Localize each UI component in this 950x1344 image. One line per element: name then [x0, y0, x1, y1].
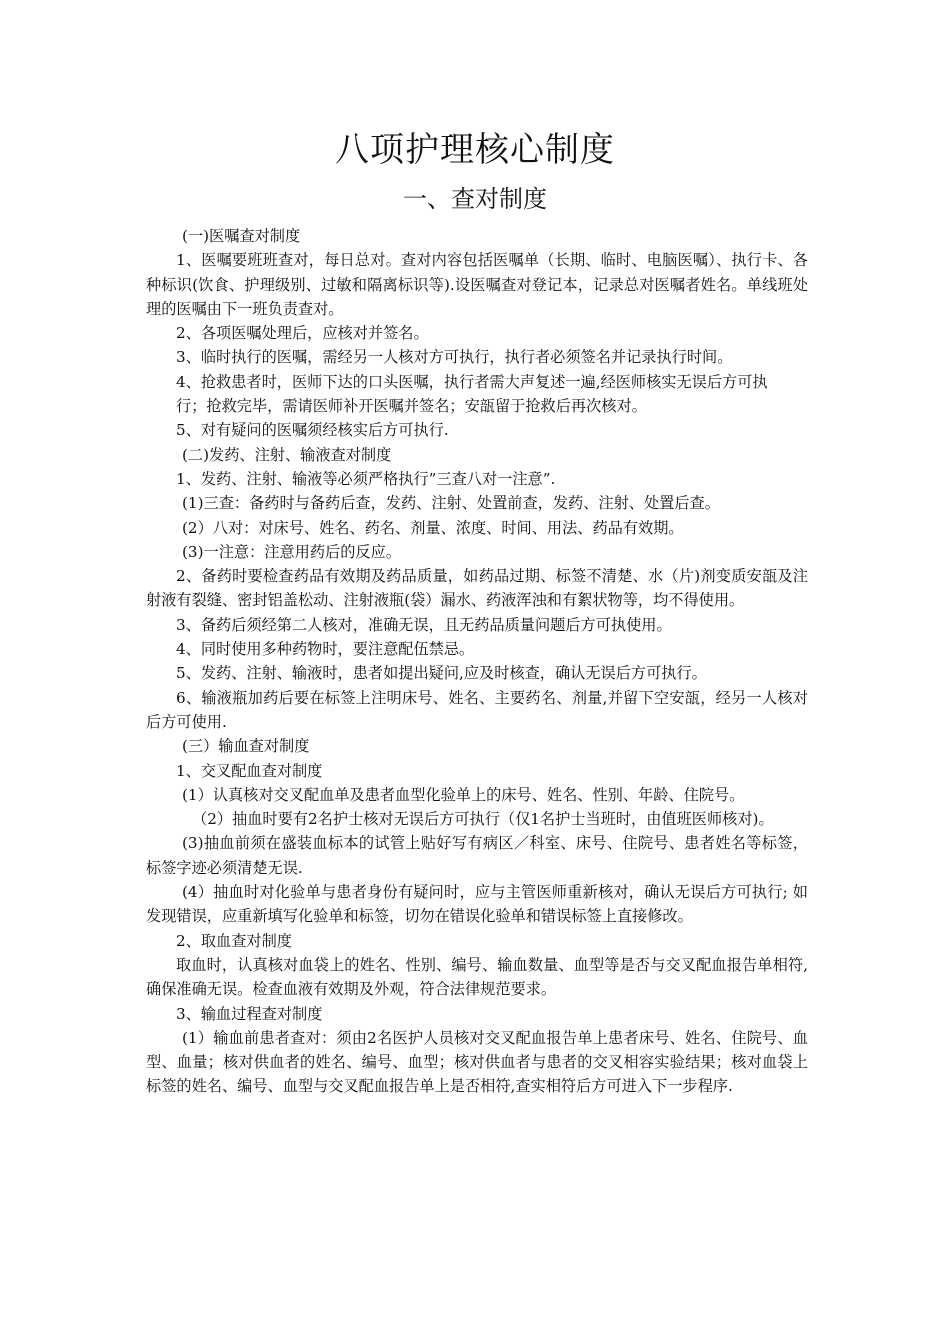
paragraph: 3、临时执行的医嘱，需经另一人核对方可执行，执行者必须签名并记录执行时间。 — [176, 348, 733, 367]
paragraph: 6、输液瓶加药后要在标签上注明床号、姓名、主要药名、剂量,并留下空安瓿，经另一人核对后方可使用. — [146, 688, 808, 731]
paragraph: 2、备药时要检查药品有效期及药品质量，如药品过期、标签不清楚、水（片)剂变质安瓿及注射液有裂缝、密封铝盖松动、注射液瓶(袋）漏水、药液浑浊和有絮状物等，均不得使用。 — [146, 567, 808, 610]
document-title: 八项护理核心制度 — [335, 130, 615, 170]
paragraph: 3、输血过程查对制度 — [176, 1004, 323, 1023]
paragraph: 行；抢救完毕，需请医师补开医嘱并签名；安瓿留于抢救后再次核对。 — [176, 397, 647, 416]
paragraph: 2、各项医嘱处理后，应核对并签名。 — [176, 324, 429, 343]
paragraph: 2、取血查对制度 — [176, 931, 292, 950]
subsection-heading: (一)医嘱查对制度 — [182, 227, 301, 245]
section-title: 一、查对制度 — [403, 185, 547, 213]
paragraph: (1)三查：备药时与备药后查，发药、注射、处置前查，发药、注射、处置后查。 — [182, 494, 720, 513]
document-body — [146, 224, 808, 1099]
paragraph: 5、对有疑问的医嘱须经核实后方可执行. — [176, 421, 449, 440]
paragraph: 5、发药、注射、输液时，患者如提出疑问,应及时核查，确认无误后方可执行。 — [176, 664, 707, 683]
paragraph: （2）抽血时要有2名护士核对无误后方可执行（仅1名护士当班时，由值班医师核对)。 — [192, 810, 774, 829]
paragraph: 3、备药后须经第二人核对，准确无误，且无药品质量问题后方可执使用。 — [176, 615, 672, 634]
paragraph: 4、抢救患者时，医师下达的口头医嘱，执行者需大声复述一遍,经医师核实无误后方可执 — [176, 372, 768, 391]
paragraph: 1、交叉配血查对制度 — [176, 761, 323, 780]
paragraph: (1）认真核对交叉配血单及患者血型化验单上的床号、姓名、性别、年龄、住院号。 — [182, 785, 745, 804]
paragraph: (3)抽血前须在盛装血标本的试管上贴好写有病区／科室、床号、住院号、患者姓名等标签，标签字迹必须清楚无误. — [146, 834, 808, 877]
subsection-heading: (二)发药、注射、输液查对制度 — [182, 445, 392, 464]
paragraph: (2）八对：对床号、姓名、药名、剂量、浓度、时间、用法、药品有效期。 — [182, 518, 684, 537]
paragraph: 4、同时使用多种药物时，要注意配伍禁忌。 — [176, 640, 475, 659]
paragraph: 1、发药、注射、输液等必须严格执行”三查八对一注意”. — [176, 469, 556, 488]
paragraph: (1）输血前患者查对：须由2名医护人员核对交叉配血报告单上患者床号、姓名、住院号、血型、血量；核对供血者的姓名、编号、血型；核对供血者与患者的交叉相容实验结果；核对血袋上标签的姓名、编号、血型与交叉配血报告单上是否相符,查实相符后方可进入下一步程序. — [146, 1028, 808, 1096]
subsection-heading: (三）输血查对制度 — [182, 737, 310, 756]
paragraph: (3)一注意：注意用药后的反应。 — [182, 542, 401, 561]
paragraph: 取血时，认真核对血袋上的姓名、性别、编号、输血数量、血型等是否与交叉配血报告单相符,确保准确无误。检查血液有效期及外观，符合法律规范要求。 — [146, 955, 808, 999]
paragraph: (4）抽血时对化验单与患者身份有疑问时，应与主管医师重新核对，确认无误后方可执行; 如发现错误，应重新填写化验单和标签，切勿在错误化验单和错误标签上直接修改。 — [146, 883, 808, 926]
paragraph: 1、医嘱要班班查对，每日总对。查对内容包括医嘱单（长期、临时、电脑医嘱）、执行卡、各种标识(饮食、护理级别、过敏和隔离标识等).设医嘱查对登记本，记录总对医嘱者姓名。单线班处理的医嘱由下一班负责查对。 — [146, 251, 808, 318]
